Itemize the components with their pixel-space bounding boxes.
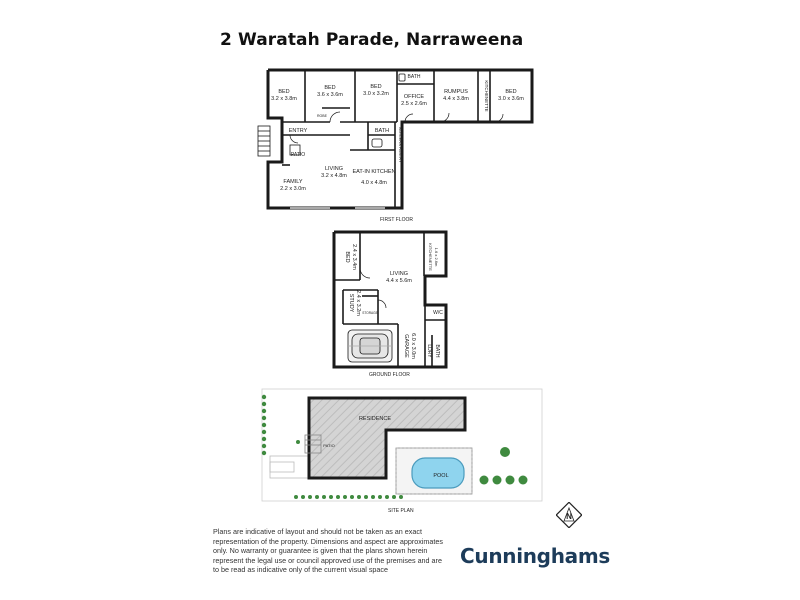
gf-garage-name: GARAGE [403,334,409,358]
ground-floor-caption: GROUND FLOOR [369,372,410,378]
gf-wc-label: W/C [433,310,443,316]
ff-butlers-label: BUTLERS PANTRY [398,127,403,163]
gf-study-name: STUDY [348,293,354,313]
page-title: 2 Waratah Parade, Narraweena [220,30,524,50]
north-arrow-icon [556,502,582,528]
ff-kitchenette-label: KITCHENETTE [484,80,489,112]
ff-living-name: LIVING [324,166,344,172]
bath-basin [399,74,405,81]
ff-patio-label: PATIO [290,152,306,158]
gf-garage-size: 6.0 x 3.0m [410,333,416,359]
brand-logo: Cunninghams [460,544,610,568]
first-floor-caption: FIRST FLOOR [380,217,413,223]
site-patio-label: PATIO [323,443,335,448]
site-plan-caption: SITE PLAN [388,508,414,514]
ff-office-size: 2.5 x 2.6m [401,101,427,107]
site-residence-label: RESIDENCE [358,416,392,422]
site-driveway [270,456,308,478]
ff-bed1-name: BED [278,89,290,95]
gf-bath-label: BATH [434,344,440,358]
gf-study-size: 2.4 x 3.2m [355,290,361,316]
entry-stairs [258,126,270,156]
gf-bed-name: BED [344,251,350,263]
ff-robe-label: ROBE [317,114,327,118]
garage-car-icon [348,330,392,362]
ff-entry-label: ENTRY [288,128,308,134]
ff-bed2-name: BED [324,85,336,91]
ff-kitchen-size: 4.0 x 4.8m [361,180,387,186]
ff-bath2-label: BATH [374,128,390,134]
ff-bed4-name: BED [505,89,517,95]
ff-office-name: OFFICE [403,94,425,100]
site-pool-label: POOL [433,473,449,479]
gf-living-size: 4.4 x 5.6m [386,278,412,284]
ff-bed3-name: BED [370,84,382,90]
ff-kitchen-name: EAT-IN KITCHEN [352,169,396,175]
disclaimer-text: Plans are indicative of layout and should not be taken as an exact representation of the property. Dimensions and aspect are approximates only. No warranty or guarantee is given that the plans shown herein represent the legal use or council approved use of the premises and are to be read as indicative only of the current visual space [213,527,443,575]
site-plan [262,389,542,501]
ff-bath1-label: BATH [407,74,421,80]
ff-bed1-size: 3.2 x 3.8m [271,96,297,102]
gf-laundry-label: LDRY [426,344,432,358]
ff-living-size: 3.2 x 4.8m [321,173,347,179]
ff-rumpus-name: RUMPUS [444,89,468,95]
ff-bed3-size: 3.0 x 3.2m [363,91,389,97]
ff-family-size: 2.2 x 3.0m [280,186,306,192]
ground-floor-doors [360,268,386,308]
ff-family-name: FAMILY [283,179,303,185]
gf-storage-label: STORAGE [362,311,378,315]
gf-living-name: LIVING [389,271,409,277]
ff-bed2-size: 3.6 x 3.6m [317,92,343,98]
gf-bed-size: 2.4 x 3.4m [351,244,357,270]
compass-north-label: N [566,512,572,521]
gf-kitchenette-size: 1.6 x 2.6m [434,247,439,267]
gf-kitchenette-name: KITCHENETTE [428,243,433,271]
toilet-fixture [372,139,382,147]
ff-bed4-size: 3.0 x 3.6m [498,96,524,102]
ff-rumpus-size: 4.4 x 3.8m [443,96,469,102]
